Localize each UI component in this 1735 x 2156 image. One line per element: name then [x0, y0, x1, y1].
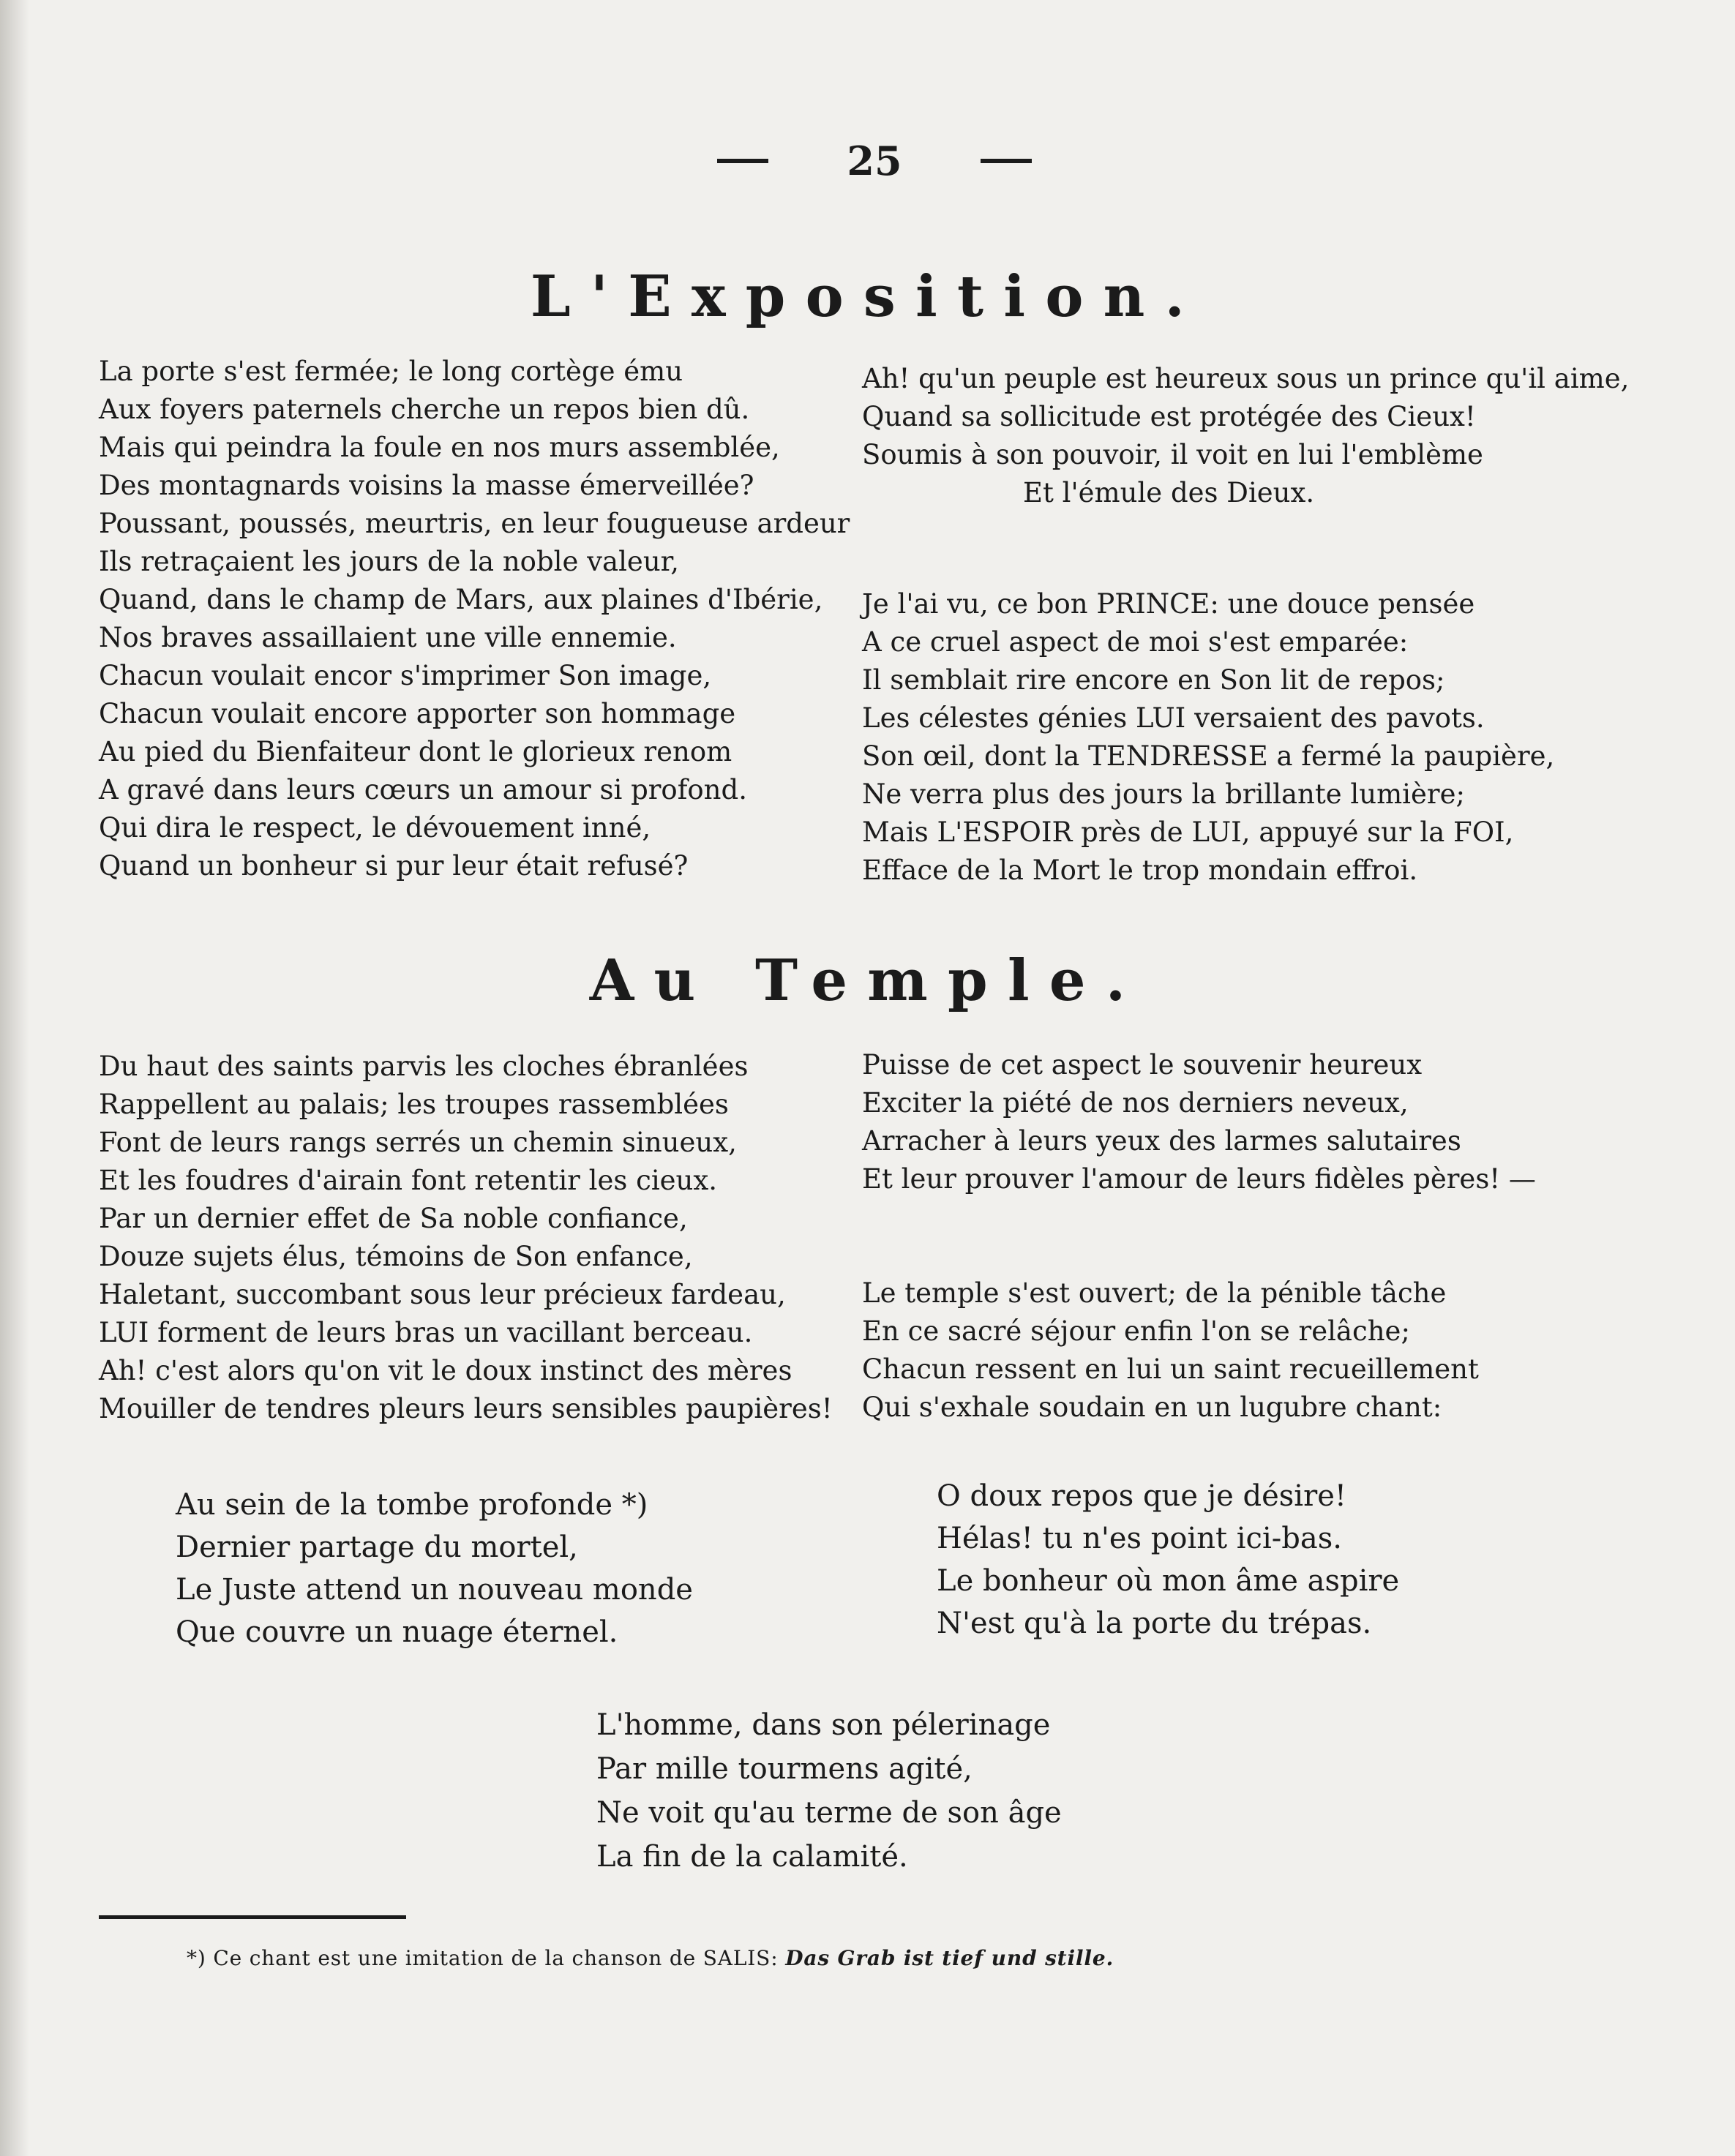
section-title-temple: Au Temple.	[589, 947, 1146, 1014]
verse-line: LUI forment de leurs bras un vacillant berceau.	[99, 1317, 753, 1348]
verse-line: Son œil, dont la TENDRESSE a fermé la paupière,	[862, 740, 1555, 772]
verse-line: Chacun voulait encore apporter son hommage	[99, 698, 736, 729]
verse-line: A ce cruel aspect de moi s'est emparée:	[862, 626, 1409, 658]
verse-line: Chacun ressent en lui un saint recueillement	[862, 1353, 1479, 1385]
verse-line: Aux foyers paternels cherche un repos bien dû.	[99, 394, 750, 425]
song-right-stanza	[937, 1475, 1399, 1645]
temple-left-column	[99, 1048, 833, 1428]
verse-line: Ah! c'est alors qu'on vit le doux instinct des mères	[99, 1355, 792, 1386]
verse-line: Ne verra plus des jours la brillante lumière;	[862, 778, 1465, 810]
exposition-right-stanza-2	[862, 585, 1554, 890]
verse-line: Efface de la Mort le trop mondain effroi.	[862, 854, 1418, 886]
verse-line: Au sein de la tombe profonde *)	[176, 1488, 648, 1522]
verse-line: Ne voit qu'au terme de son âge	[596, 1796, 1062, 1830]
header-left-dash	[717, 159, 768, 163]
verse-line: L'homme, dans son pélerinage	[596, 1708, 1051, 1742]
verse-line: O doux repos que je désire!	[937, 1479, 1346, 1513]
verse-line: Quand sa sollicitude est protégée des Cieux!	[862, 401, 1476, 432]
footnote-text: *) Ce chant est une imitation de la chanson de SALIS:	[187, 1946, 779, 1970]
verse-line: Le Juste attend un nouveau monde	[176, 1573, 693, 1607]
verse-line: La porte s'est fermée; le long cortège ému	[99, 356, 683, 387]
verse-line: Par un dernier effet de Sa noble confiance,	[99, 1203, 688, 1234]
verse-line: Quand un bonheur si pur leur était refusé?	[99, 850, 689, 882]
exposition-left-column	[99, 353, 850, 885]
verse-line: Puisse de cet aspect le souvenir heureux	[862, 1049, 1423, 1081]
verse-line: Soumis à son pouvoir, il voit en lui l'emblème	[862, 439, 1483, 470]
verse-line: La fin de la calamité.	[596, 1840, 908, 1874]
temple-right-stanza-1	[862, 1046, 1536, 1198]
header-right-dash	[981, 159, 1032, 163]
verse-line: N'est qu'à la porte du trépas.	[937, 1607, 1372, 1640]
verse-line: Haletant, succombant sous leur précieux fardeau,	[99, 1279, 786, 1310]
verse-line: Mais L'ESPOIR près de LUI, appuyé sur la FOI,	[862, 816, 1514, 848]
exposition-right-stanza-1	[862, 360, 1629, 512]
footnote-gothic-quote: Das Grab ist tief und stille.	[785, 1946, 1114, 1970]
section-title-exposition: L'Exposition.	[530, 263, 1205, 330]
verse-line: Et leur prouver l'amour de leurs fidèles pères! —	[862, 1163, 1536, 1195]
verse-line: Au pied du Bienfaiteur dont le glorieux renom	[99, 736, 732, 767]
verse-line: Ah! qu'un peuple est heureux sous un prince qu'il aime,	[862, 363, 1630, 394]
verse-line: Ils retraçaient les jours de la noble valeur,	[99, 546, 680, 577]
verse-line: A gravé dans leurs cœurs un amour si profond.	[99, 774, 747, 805]
verse-line: Je l'ai vu, ce bon PRINCE: une douce pensée	[862, 588, 1475, 620]
verse-line: Le temple s'est ouvert; de la pénible tâche	[862, 1277, 1447, 1309]
temple-right-stanza-2	[862, 1274, 1479, 1427]
verse-line: Et les foudres d'airain font retentir les cieux.	[99, 1165, 718, 1196]
footnote	[187, 1946, 1114, 1970]
verse-line: Qui dira le respect, le dévouement inné,	[99, 812, 651, 844]
footnote-rule	[99, 1915, 406, 1919]
verse-line: Quand, dans le champ de Mars, aux plaines d'Ibérie,	[99, 584, 823, 615]
verse-line: Mais qui peindra la foule en nos murs assemblée,	[99, 432, 780, 463]
verse-line: Et l'émule des Dieux.	[1023, 477, 1315, 508]
verse-line: Il semblait rire encore en Son lit de repos;	[862, 664, 1445, 696]
song-left-stanza	[176, 1484, 693, 1653]
verse-line: Chacun voulait encor s'imprimer Son image,	[99, 660, 712, 691]
verse-line: Hélas! tu n'es point ici-bas.	[937, 1522, 1342, 1555]
verse-line: En ce sacré séjour enfin l'on se relâche;	[862, 1315, 1410, 1347]
verse-line: Le bonheur où mon âme aspire	[937, 1564, 1400, 1598]
verse-line: Par mille tourmens agité,	[596, 1752, 973, 1786]
song-center-stanza	[596, 1703, 1062, 1879]
verse-line: Du haut des saints parvis les cloches ébranlées	[99, 1051, 749, 1082]
verse-line: Arracher à leurs yeux des larmes salutaires	[862, 1125, 1461, 1157]
verse-line: Exciter la piété de nos derniers neveux,	[862, 1087, 1409, 1119]
verse-line: Douze sujets élus, témoins de Son enfance,	[99, 1241, 693, 1272]
verse-line: Rappellent au palais; les troupes rassemblées	[99, 1089, 729, 1120]
verse-line: Font de leurs rangs serrés un chemin sinueux,	[99, 1127, 737, 1158]
page-number: 25	[847, 138, 902, 184]
verse-line: Les célestes génies LUI versaient des pavots.	[862, 702, 1485, 734]
verse-line: Mouiller de tendres pleurs leurs sensibles paupières!	[99, 1393, 833, 1424]
verse-line: Qui s'exhale soudain en un lugubre chant:	[862, 1391, 1442, 1423]
verse-line: Poussant, poussés, meurtris, en leur fougueuse ardeur	[99, 508, 850, 539]
verse-line: Des montagnards voisins la masse émerveillée?	[99, 470, 754, 501]
page-header	[717, 132, 1032, 190]
verse-line: Dernier partage du mortel,	[176, 1530, 578, 1564]
verse-line: Nos braves assaillaient une ville ennemie.	[99, 622, 677, 653]
verse-line: Que couvre un nuage éternel.	[176, 1615, 618, 1649]
